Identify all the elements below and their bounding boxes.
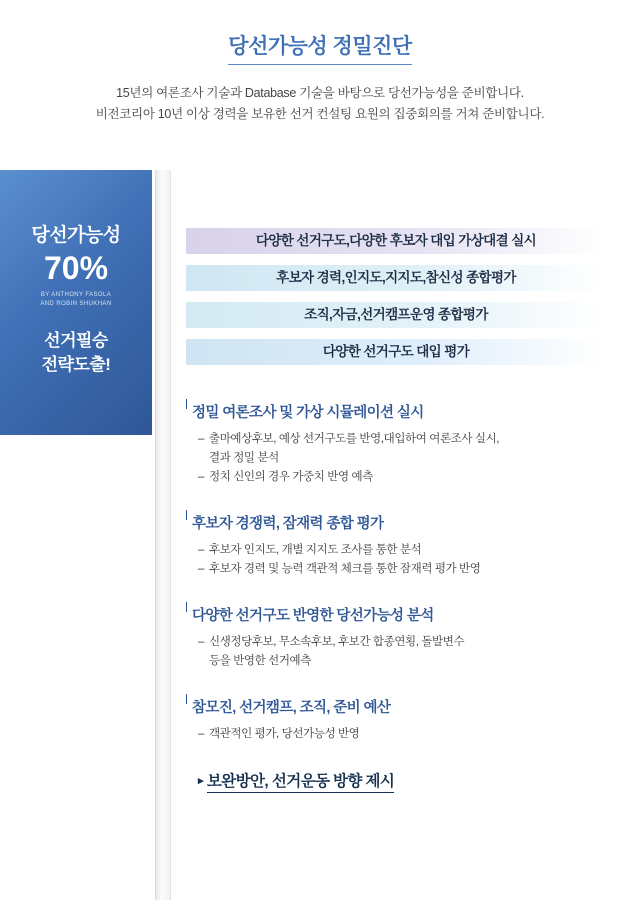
probability-panel-credit-line-1: BY ANTHONY FASOLA: [40, 292, 112, 298]
page-title: 당선가능성 정밀진단: [228, 30, 411, 65]
header-subtitle-line-2: 비전코리아 10년 이상 경력을 보유한 선거 컨설팅 요원의 집중회의를 거쳐 준비합니다.: [95, 107, 545, 121]
section-heading: 참모진, 선거캠프, 조직, 준비 예산: [186, 696, 606, 717]
section-heading: 정밀 여론조사 및 가상 시뮬레이션 실시: [186, 401, 606, 422]
section-item: – 후보자 경력 및 능력 객관적 체크를 통한 잠재력 평가 반영: [198, 561, 606, 578]
page-header: [0, 0, 640, 125]
section-item: 등을 반영한 선거예측: [209, 655, 311, 667]
banner-list: [186, 228, 606, 365]
section: [186, 696, 606, 743]
probability-panel-label: 당선가능성: [31, 225, 121, 246]
section-item: – 신생정당후보, 무소속후보, 후보간 합종연횡, 돌발변수: [198, 634, 606, 651]
section-item: – 정치 신인의 경우 가중치 반영 예측: [198, 469, 606, 486]
page-fold-divider: [155, 170, 171, 900]
content-area: [0, 170, 640, 900]
footer-callout-text: 보완방안, 선거운동 방향 제시: [207, 773, 394, 793]
probability-panel-percent: 70%: [43, 250, 109, 286]
banner-item: 후보자 경력,인지도,지지도,참신성 종합평가: [186, 265, 606, 291]
main-column: [186, 170, 606, 791]
section-items: [186, 431, 606, 486]
footer-callout: [186, 769, 606, 791]
triangle-right-icon: ▸: [198, 775, 203, 787]
header-subtitle-line-1: 15년의 여론조사 기술과 Database 기술을 바탕으로 당선가능성을 준비합니다.: [116, 86, 524, 100]
section-items: [186, 634, 606, 670]
probability-panel-credit: [0, 291, 152, 309]
section-item: – 후보자 인지도, 개별 지지도 조사를 통한 분석: [198, 542, 606, 559]
section-list: [186, 401, 606, 743]
section-heading: 후보자 경쟁력, 잠재력 종합 평가: [186, 512, 606, 533]
probability-panel: [0, 170, 152, 435]
probability-panel-slogan-line-2: 전략도출!: [41, 355, 111, 374]
banner-item: 다양한 선거구도,다양한 후보자 대입 가상대결 실시: [186, 228, 606, 254]
section: [186, 401, 606, 486]
section-heading: 다양한 선거구도 반영한 당선가능성 분석: [186, 604, 606, 625]
section: [186, 512, 606, 578]
section-item: 결과 정밀 분석: [209, 452, 279, 464]
banner-item: 다양한 선거구도 대입 평가: [186, 339, 606, 365]
section-items: [186, 726, 606, 743]
banner-item: 조직,자금,선거캠프운영 종합평가: [186, 302, 606, 328]
probability-panel-slogan: [0, 329, 152, 377]
section-item: – 객관적인 평가, 당선가능성 반영: [198, 726, 606, 743]
probability-panel-slogan-line-1: 선거필승: [44, 331, 108, 350]
probability-panel-credit-line-2: AND ROBIN SHUKHAN: [40, 301, 112, 307]
section-items: [186, 542, 606, 578]
section: [186, 604, 606, 670]
section-item: – 출마예상후보, 예상 선거구도를 반영,대입하여 여론조사 실시,: [198, 431, 606, 448]
header-subtitle: [0, 83, 640, 125]
